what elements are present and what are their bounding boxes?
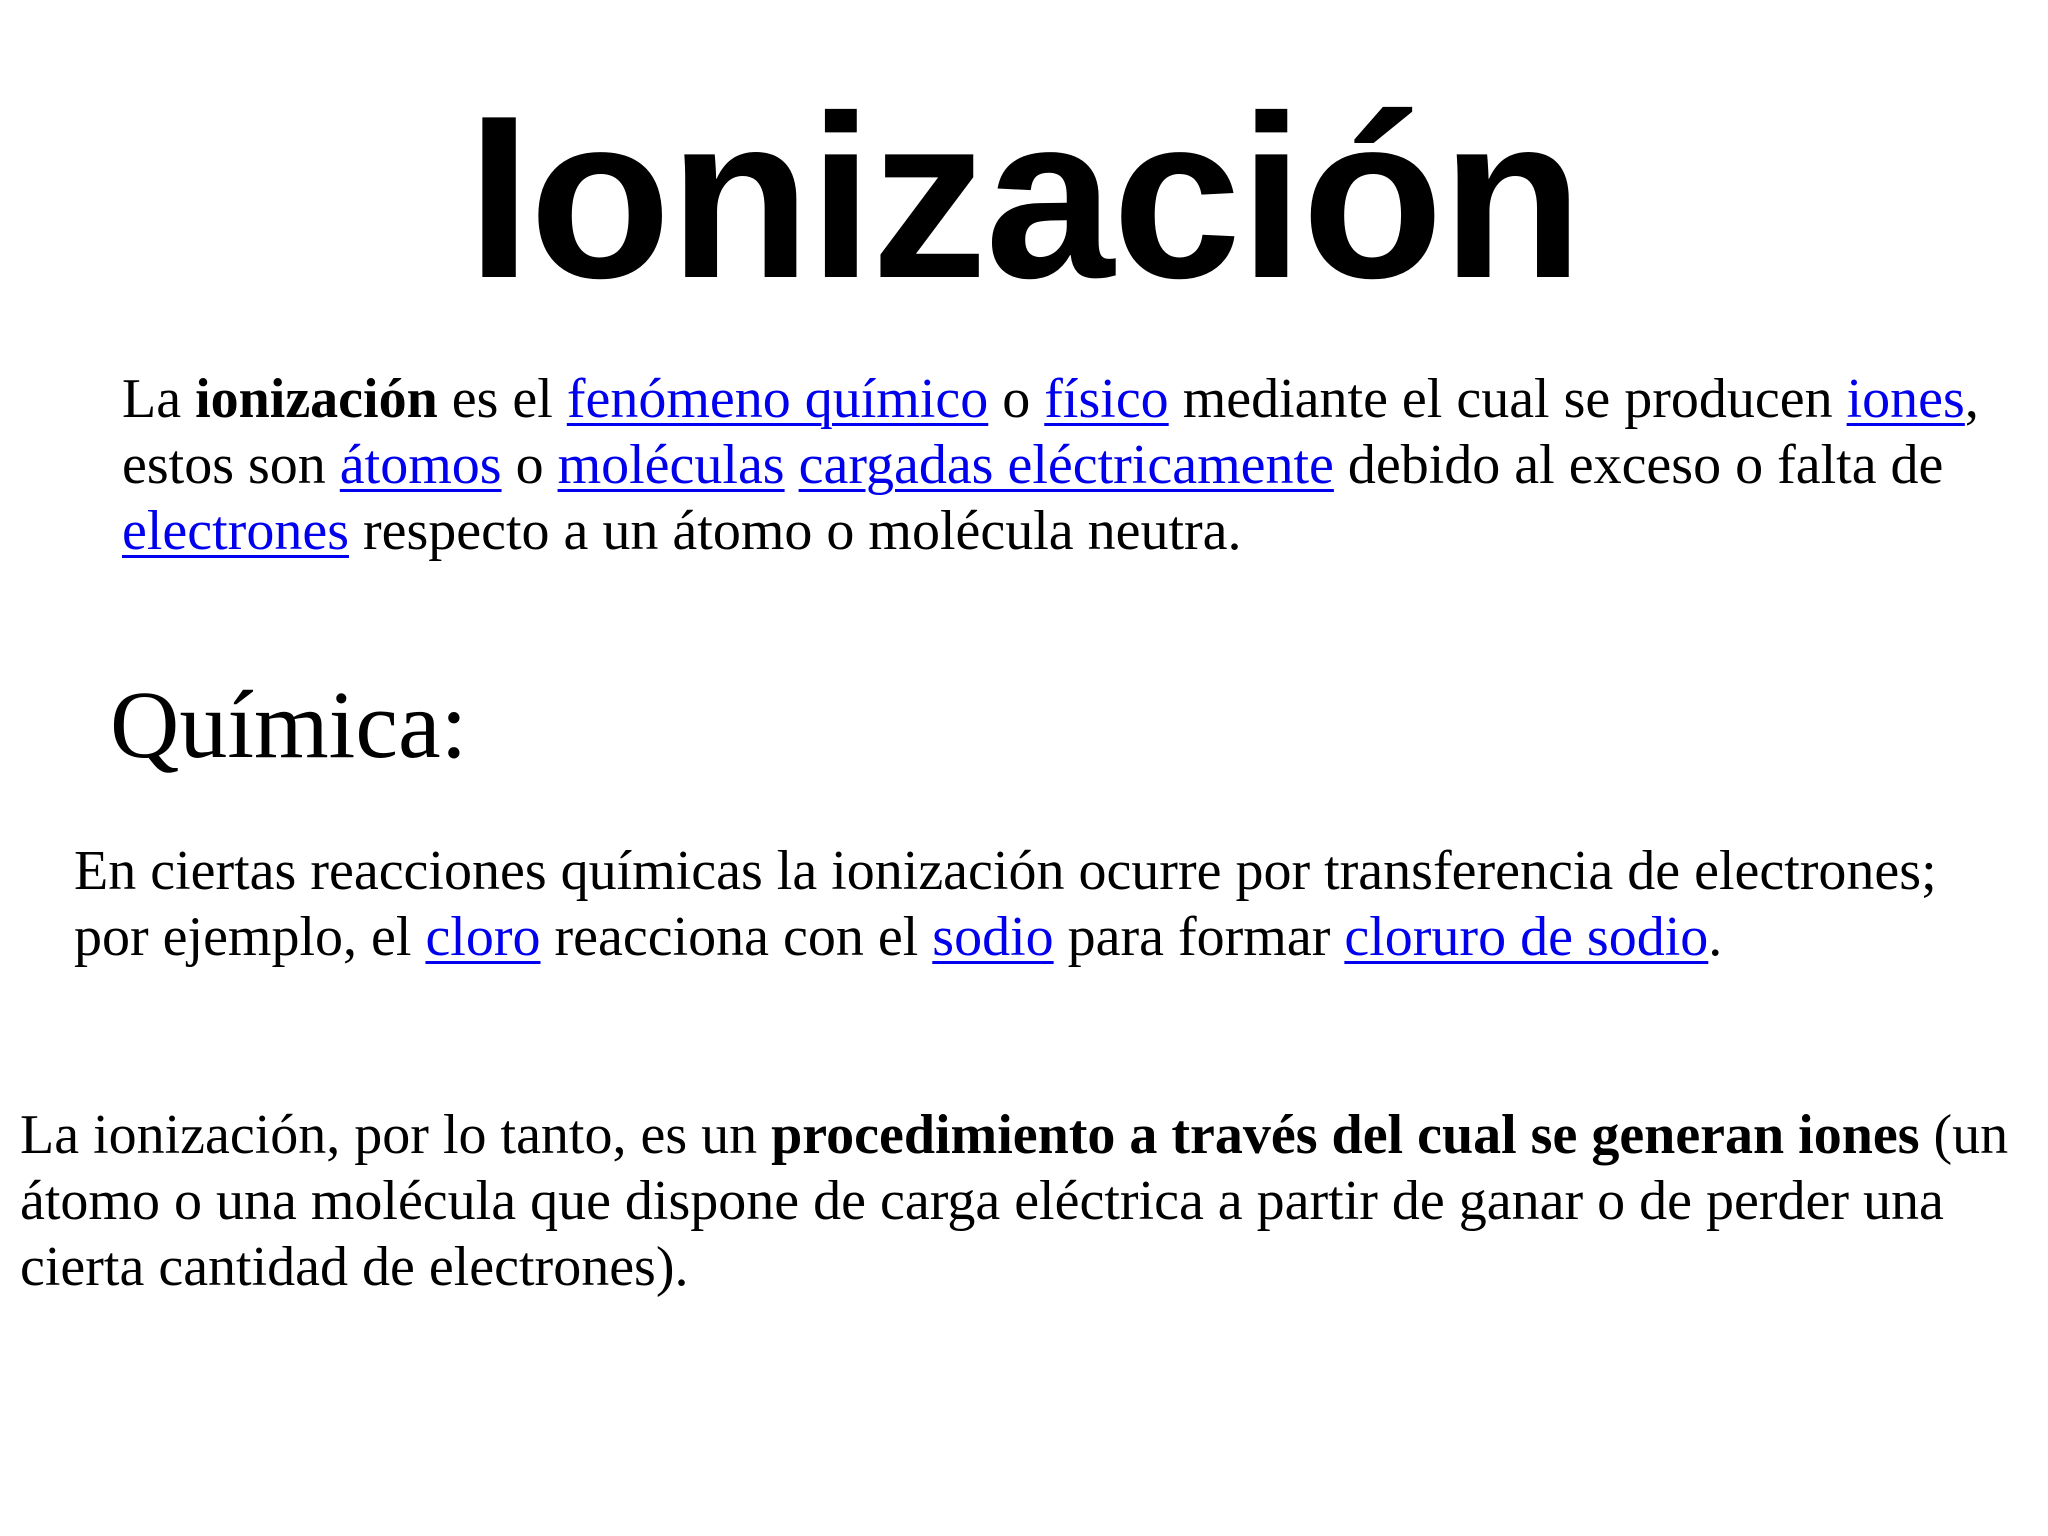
link-electrones[interactable]: electrones [122,500,349,562]
link-cargadas-electricamente[interactable]: cargadas eléctricamente [798,434,1334,496]
summary-text-2: (un átomo o una molécula que dispone de carga eléctrica a partir de ganar o de perder una cierta cantidad de electrones). [20,1104,2009,1298]
intro-text-4: mediante el cual se producen [1168,368,1847,430]
link-fisico[interactable]: físico [1044,368,1169,430]
intro-text-9: respecto a un átomo o molécula neutra. [348,500,1242,562]
summary-paragraph [20,1102,2040,1300]
intro-bold-term: ionización [195,368,438,430]
chem-text-3: para formar [1053,906,1345,968]
chemistry-paragraph [74,838,1974,970]
chem-text-2: reacciona con el [540,906,933,968]
intro-paragraph [122,366,1982,564]
chem-text-1: En ciertas reacciones químicas la ionización ocurre por transferencia de electrones; por ejemplo, el [74,840,1937,968]
link-iones[interactable]: iones [1846,368,1965,430]
link-moleculas[interactable]: moléculas [557,434,785,496]
link-fenomeno-quimico[interactable]: fenómeno químico [566,368,989,430]
intro-text-8: debido al exceso o falta de [1333,434,1944,496]
link-cloro[interactable]: cloro [425,906,541,968]
link-cloruro-de-sodio[interactable]: cloruro de sodio [1344,906,1709,968]
section-heading-quimica: Química: [110,671,468,778]
link-atomos[interactable]: átomos [339,434,502,496]
intro-text-1: La [122,368,196,430]
chem-text-4: . [1708,906,1723,968]
summary-text-1: La ionización, por lo tanto, es un [20,1104,772,1166]
intro-text-7 [785,434,799,496]
link-sodio[interactable]: sodio [932,906,1054,968]
intro-text-6: o [501,434,558,496]
summary-bold-phrase: procedimiento a través del cual se generan iones [771,1104,1920,1166]
page-title: Ionización [466,68,1582,327]
intro-text-3: o [988,368,1045,430]
intro-text-5: , estos son [122,368,1979,496]
intro-text-2: es el [437,368,567,430]
